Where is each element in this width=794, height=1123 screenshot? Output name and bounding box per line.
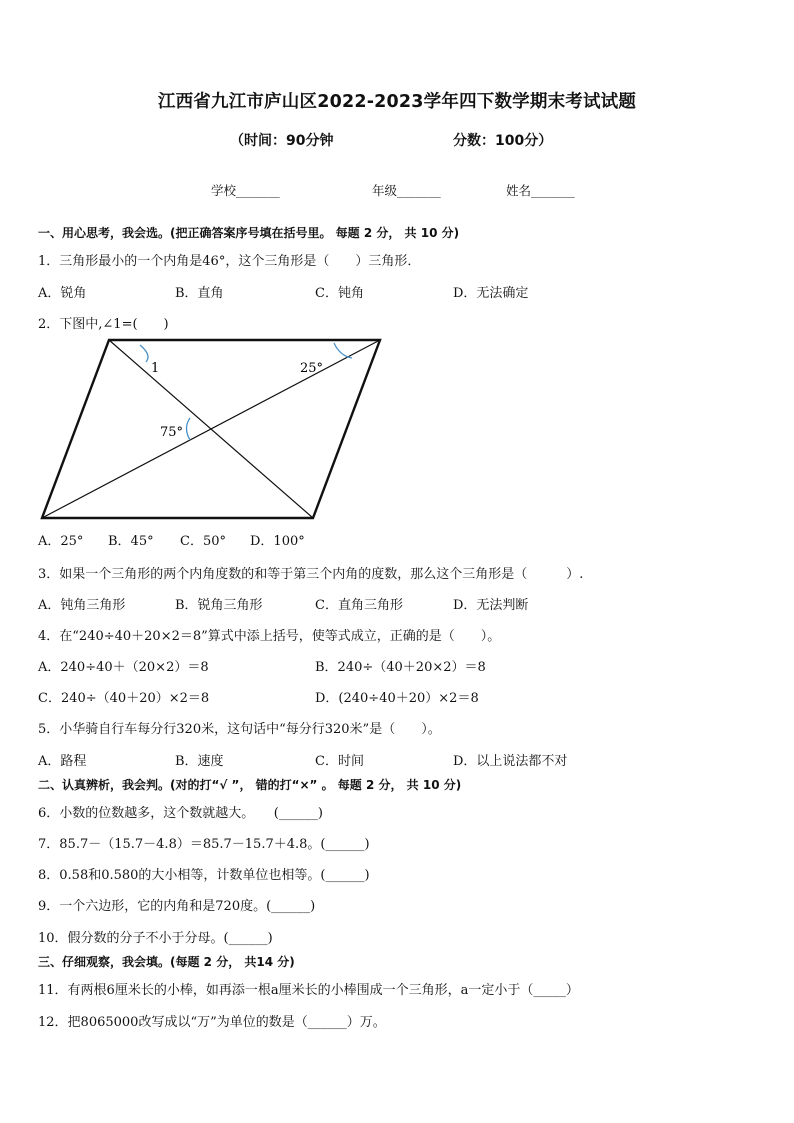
question-5: 5．小华骑自行车每分行320米，这句话中“每分行320米”是（ ）。 bbox=[38, 722, 441, 737]
q3-option-c: C．直角三角形 bbox=[315, 598, 403, 613]
q5-option-a: A．路程 bbox=[38, 754, 87, 769]
question-3: 3．如果一个三角形的两个内角度数的和等于第三个内角的度数，那么这个三角形是（ ）. bbox=[38, 567, 584, 582]
q4-option-a: A．240÷40＋（20×2）＝8 bbox=[38, 660, 209, 675]
q1-option-c: C．钝角 bbox=[315, 286, 364, 301]
q3-option-b: B．锐角三角形 bbox=[175, 598, 263, 613]
q2-option-d: D．100° bbox=[250, 534, 305, 549]
name-field: 姓名_______ bbox=[506, 183, 575, 198]
angle-label-75: 75° bbox=[160, 425, 184, 440]
school-field: 学校_______ bbox=[211, 183, 280, 198]
question-7: 7．85.7－（15.7－4.8）＝85.7－15.7＋4.8。(______) bbox=[38, 837, 370, 852]
angle-1-arc bbox=[140, 345, 148, 362]
question-9: 9．一个六边形，它的内角和是720度。(______) bbox=[38, 899, 316, 914]
question-6: 6．小数的位数越多，这个数就越大。 (______) bbox=[38, 806, 323, 821]
q5-option-d: D．以上说法都不对 bbox=[453, 754, 568, 769]
parallelogram-figure bbox=[0, 330, 420, 530]
exam-time: （时间：90分钟 bbox=[230, 133, 334, 149]
question-11: 11．有两根6厘米长的小棒，如再添一根a厘米长的小棒围成一个三角形，a一定小于（_____） bbox=[38, 983, 579, 998]
q4-option-b: B．240÷（40＋20×2）＝8 bbox=[315, 660, 486, 675]
q4-option-c: C．240÷（40＋20）×2＝8 bbox=[38, 691, 210, 706]
q5-option-b: B．速度 bbox=[175, 754, 224, 769]
exam-score: 分数：100分） bbox=[453, 133, 553, 149]
q2-option-b: B．45° bbox=[108, 534, 154, 549]
q1-option-a: A．锐角 bbox=[38, 286, 87, 301]
q3-option-a: A．钝角三角形 bbox=[38, 598, 126, 613]
q5-option-c: C．时间 bbox=[315, 754, 364, 769]
q2-option-c: C．50° bbox=[180, 534, 226, 549]
page-title: 江西省九江市庐山区2022-2023学年四下数学期末考试试题 bbox=[157, 92, 637, 112]
question-10: 10．假分数的分子不小于分母。(______) bbox=[38, 931, 273, 946]
angle-label-1: 1 bbox=[151, 361, 160, 376]
section-1-heading: 一、用心思考，我会选。(把正确答案序号填在括号里。 每题 2 分， 共 10 分) bbox=[38, 226, 460, 240]
question-1: 1．三角形最小的一个内角是46°，这个三角形是（ ）三角形． bbox=[38, 254, 421, 269]
diagonal-line bbox=[42, 340, 380, 518]
section-2-heading: 二、认真辨析，我会判。(对的打“√ ”， 错的打“×” 。 每题 2 分， 共 10 分) bbox=[38, 778, 462, 792]
q3-option-d: D．无法判断 bbox=[453, 598, 529, 613]
question-4: 4．在“240÷40＋20×2＝8”算式中添上括号，使等式成立，正确的是（ ）。 bbox=[38, 629, 501, 644]
angle-label-25: 25° bbox=[300, 361, 324, 376]
q2-option-a: A．25° bbox=[38, 534, 84, 549]
q1-option-b: B．直角 bbox=[175, 286, 224, 301]
q4-option-d: D．(240÷40＋20）×2＝8 bbox=[315, 691, 479, 706]
grade-field: 年级_______ bbox=[372, 183, 441, 198]
question-8: 8．0.58和0.580的大小相等，计数单位也相等。(______) bbox=[38, 868, 370, 883]
section-3-heading: 三、仔细观察，我会填。(每题 2 分， 共14 分) bbox=[38, 955, 295, 969]
question-2: 2．下图中,∠1=( ) bbox=[38, 317, 169, 332]
angle-75-arc bbox=[187, 418, 191, 440]
q1-option-d: D．无法确定 bbox=[453, 286, 529, 301]
question-12: 12．把8065000改写成以“万”为单位的数是（______）万。 bbox=[38, 1015, 386, 1030]
